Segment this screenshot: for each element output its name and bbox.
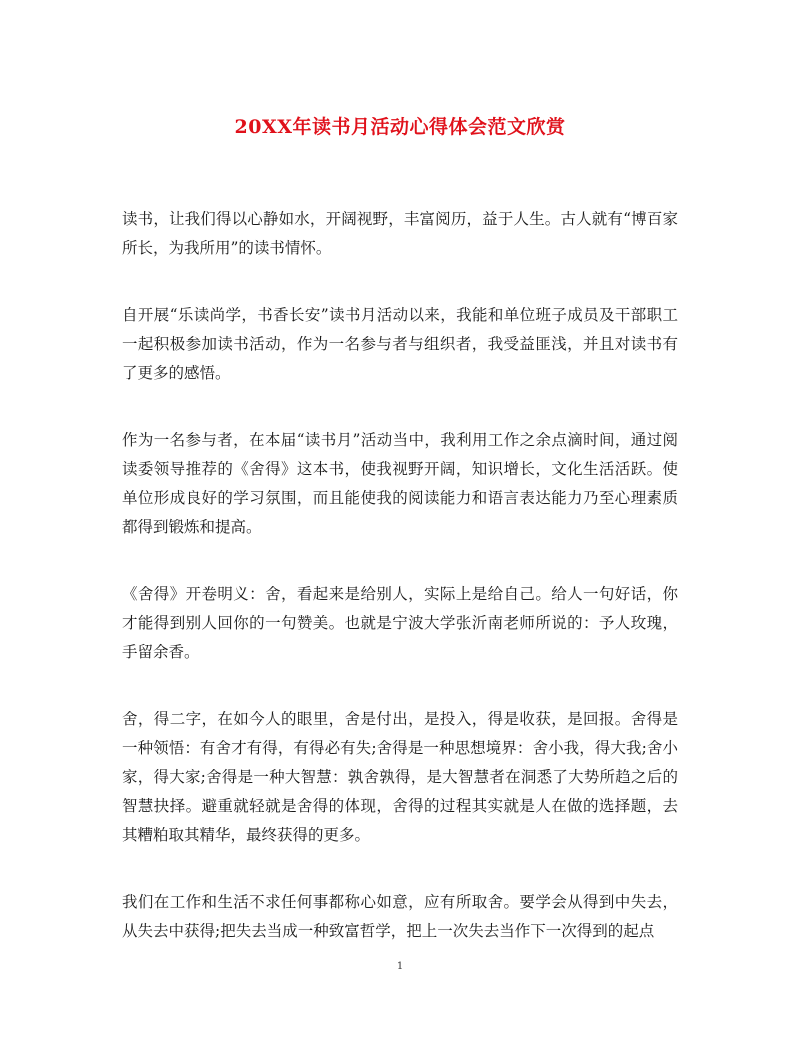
paragraph-6: 我们在工作和生活不求任何事都称心如意，应有所取舍。要学会从得到中失去，从失去中获得;把失去当成一种致富哲学，把上一次失去当作下一次得到的起点 [122,893,678,940]
page-number: 1 [396,961,404,972]
document-body [122,205,678,984]
paragraph-5: 舍，得二字，在如今人的眼里，舍是付出，是投入，得是收获，是回报。舍得是一种领悟：有舍才有得，有得必有失;舍得是一种思想境界：舍小我，得大我;舍小家，得大家;舍得是一种大智慧：孰舍孰得，是大智慧者在洞悉了大势所趋之后的智慧抉择。避重就轻就是舍得的体现，舍得的过程其实就是人在做的选择题，去其糟粕取其精华，最终获得的更多。 [122,710,678,844]
paragraph-4: 《舍得》开卷明义：舍，看起来是给别人，实际上是给自己。给人一句好话，你才能得到别人回你的一句赞美。也就是宁波大学张沂南老师所说的：予人玫瑰，手留余香。 [122,585,678,661]
paragraph-2: 自开展“乐读尚学，书香长安”读书月活动以来，我能和单位班子成员及干部职工一起积极参加读书活动，作为一名参与者与组织者，我受益匪浅，并且对读书有了更多的感悟。 [122,306,678,382]
paragraph-3: 作为一名参与者，在本届“读书月”活动当中，我利用工作之余点滴时间，通过阅读委领导推荐的《舍得》这本书，使我视野开阔，知识增长，文化生活活跃。使单位形成良好的学习氛围，而且能使我的阅读能力和语言表达能力乃至心理素质都得到锻炼和提高。 [122,431,678,536]
document-title: 20XX年读书月活动心得体会范文欣赏 [234,116,566,138]
paragraph-1: 读书，让我们得以心静如水，开阔视野，丰富阅历，益于人生。古人就有“博百家所长，为我所用”的读书情怀。 [122,210,678,257]
